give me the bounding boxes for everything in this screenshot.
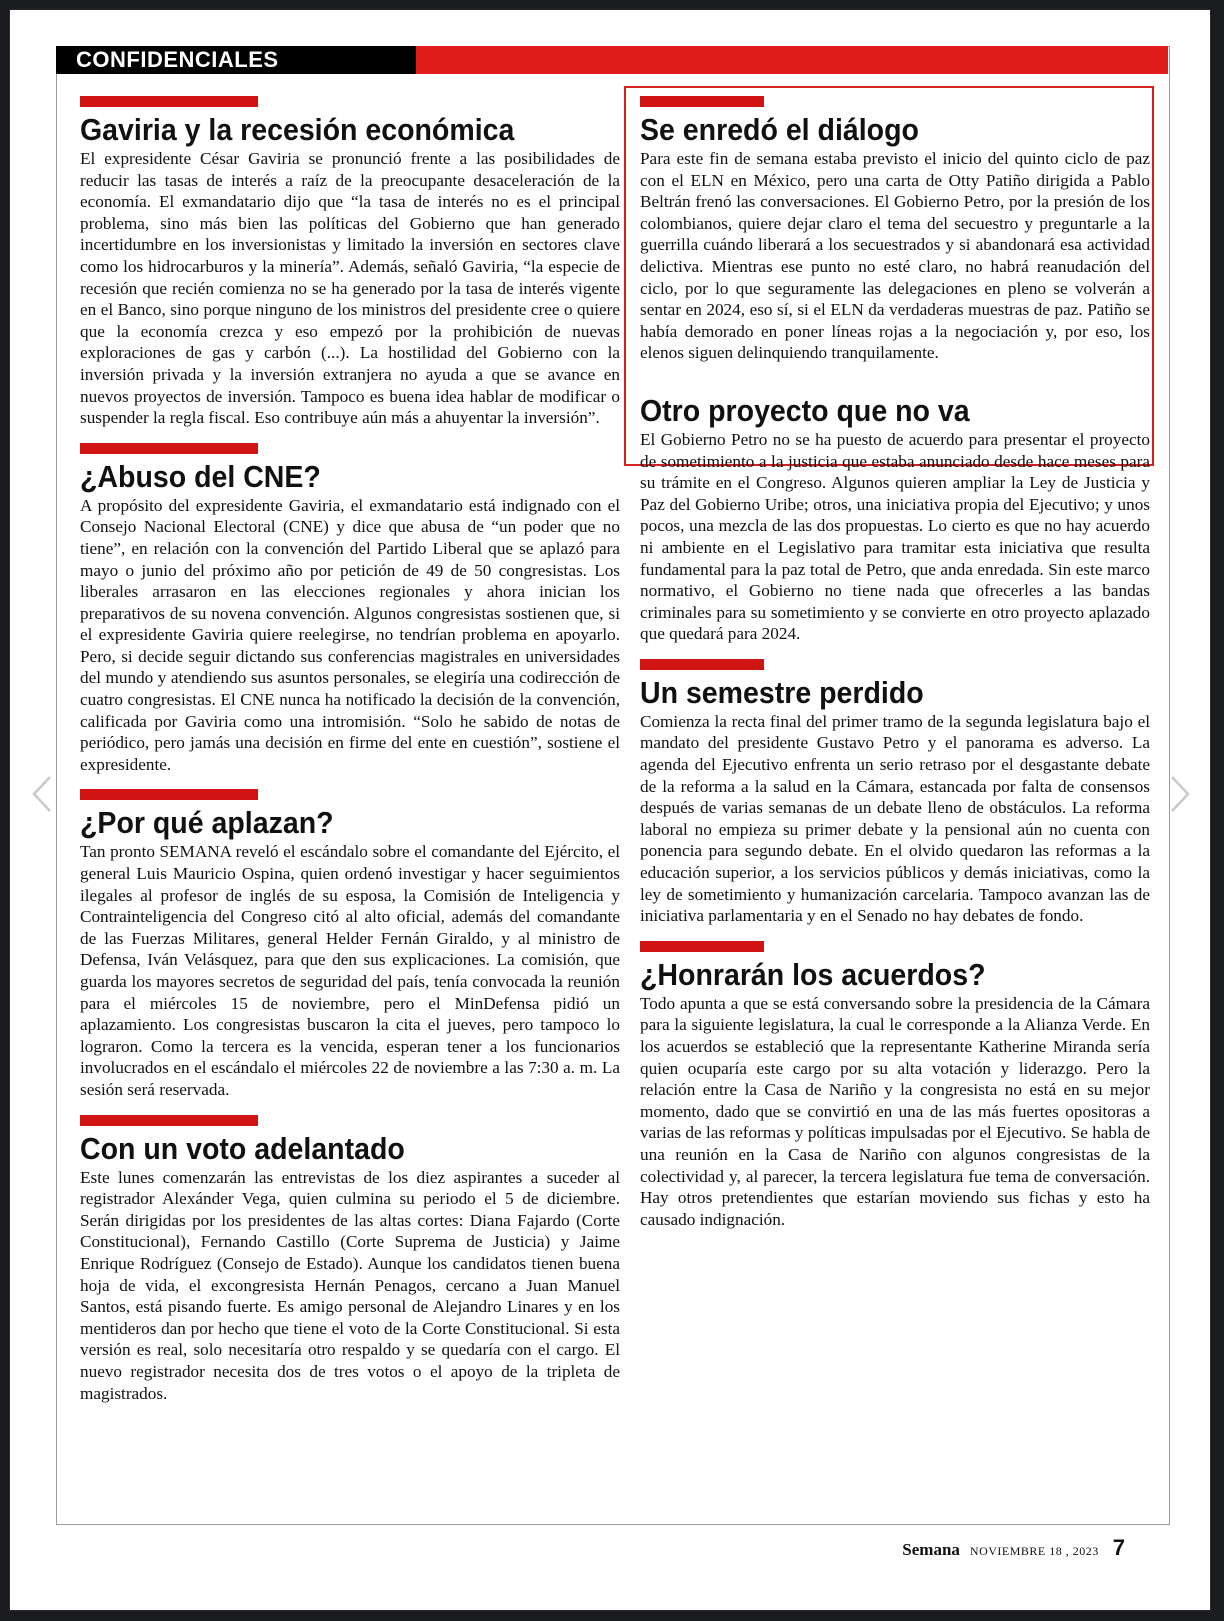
article-body: Este lunes comenzarán las entrevistas de los diez aspirantes a suceder al registrador Alexánder Vega, quien culmina su periodo el 5 de diciembre. Serán dirigidas por los presidentes de las altas cortes: Diana Fajardo (Corte Constitucional), Fernando Castillo (Corte Suprema de Justicia) y Jaime Enrique Rodríguez (Consejo de Estado). Aunque los candidatos tienen buena hoja de vida, el excongresista Hernán Penagos, cercano a Juan Manuel Santos, está pisando fuerte. Es amigo personal de Alejandro Linares y en los mentideros dan por hecho que tiene el voto de la Corte Constitucional. Si esta versión es real, solo necesitaría otro respaldo y se quedaría con el cargo. El nuevo registrador necesita dos de tres votos o el apoyo de la tripleta de magistrados. [80,1167,620,1403]
article-headline: Un semestre perdido [640,674,924,710]
article-body: Comienza la recta final del primer tramo de la segunda legislatura bajo el mandato del presidente Gustavo Petro y el panorama es adverso. La agenda del Ejecutivo enfrenta un serio retraso por el desgastante debate de la reforma a la salud en la Cámara, estancada por falta de consensos después de varias semanas de un debate lleno de obstáculos. La reforma laboral no empieza su primer debate y la pensional aún no cuenta con ponencia para segundo debate. En el olvido quedaron las reformas a la educación superior, a los servicios públicos y demás iniciativas, como la ley de sometimiento y humanización carcelaria. Tampoco avanzan las de iniciativa parlamentaria y en el Senado no hay debates de fondo. [640,711,1150,926]
article-headline: Se enredó el diálogo [640,112,919,147]
article-marker [80,96,258,107]
article-marker [80,789,258,800]
article-marker [80,443,258,454]
article-headline: Gaviria y la recesión económica [80,112,515,147]
article-gaviria [80,96,620,429]
chevron-left-icon[interactable] [30,774,54,814]
article-headline: ¿Abuso del CNE? [80,458,321,494]
article-marker [80,1115,258,1126]
article-body: A propósito del expresidente Gaviria, el exmandatario está indignado con el Consejo Nacional Electoral (CNE) y dice que abusa de “un poder que no tiene”, en relación con la convención del Partido Liberal que se aplazó para mayo o junio del próximo año por petición de 49 de 50 congresistas. Los liberales arrasaron en las elecciones regionales y ahora inician los preparativos de su novena convención. Algunos congresistas sostienen que, si el expresidente Gaviria quiere reelegirse, no tendrían problema en apoyarlo. Pero, si decide seguir dictando sus conferencias magistrales en universidades del mundo y atendiendo sus asuntos personales, se elegiría una codirección de cuatro congresistas. El CNE nunca ha notificado la decisión de la convención, calificada por Gaviria como una intromisión. “Solo he sabido de notas de periódico, pero jamás una decisión en firme del ente en cuestión”, sostiene el expresidente. [80,495,620,774]
article-marker [640,941,764,952]
article-voto [80,1115,620,1405]
article-dialogo [640,96,1150,364]
right-column [640,96,1150,1244]
article-body: Todo apunta a que se está conversando sobre la presidencia de la Cámara para la siguiente legislatura, la cual le corresponde a la Alianza Verde. En los acuerdos se estableció que la representante Katherine Miranda sería quien ocuparía este cargo por su alta votación y liderazgo. Pero la relación entre la Casa de Nariño y la congresista no está en su mejor momento, dado que se convirtió en una de las más fuertes opositoras a varias de las reformas y políticas impulsadas por el Ejecutivo. Se habla de una reunión en la Casa de Nariño con algunos congresistas de la colectividad y, al parecer, la tercera legislatura fue tema de conversación. Hay otros pretendientes que estarían moviendo sus fichas y esto ha causado indignación. [640,993,1150,1229]
article-acuerdos [640,941,1150,1231]
article-marker [640,96,764,107]
article-semestre [640,659,1150,927]
article-marker [640,659,764,670]
article-proyecto [640,394,1150,645]
article-headline: Con un voto adelantado [80,1130,405,1166]
article-aplazan [80,789,620,1100]
page-number: 7 [1112,1535,1125,1560]
magazine-page [10,10,1210,1610]
article-body: Tan pronto SEMANA reveló el escándalo sobre el comandante del Ejército, el general Luis Mauricio Ospina, quien ordenó investigar y hacer seguimientos ilegales al profesor de inglés de su esposa, la Comisión de Inteligencia y Contrainteligencia del Congreso citó al alto oficial, además del comandante de las Fuerzas Militares, general Helder Fernán Giraldo, y al ministro de Defensa, Iván Velásquez, para que den sus explicaciones. La comisión, que guarda los mayores secretos de seguridad del país, tenía convocada la reunión para el miércoles 15 de noviembre, pero el MinDefensa pidió un aplazamiento. Los congresistas buscaron la cita el jueves, pero tampoco lo lograron. Como la tercera es la vencida, esperan tener a los funcionarios involucrados en el escándalo el miércoles 22 de noviembre a las 7:30 a. m. La sesión será reservada. [80,842,620,1099]
article-body: Para este fin de semana estaba previsto el inicio del quinto ciclo de paz con el ELN en México, pero una carta de Otty Patiño dirigida a Pablo Beltrán frenó las conversaciones. El Gobierno Petro, por la presión de los colombianos, quiere dejar claro el tema del secuestro y preguntarle a la guerrilla cuándo liberará a los secuestrados y si abandonará esa actividad delictiva. Mientras ese punto no esté claro, no habrá reanudación del ciclo, por lo que seguramente las delegaciones en pleno se volverán a sentar en 2024, eso sí, si el ELN da verdaderas muestras de paz. Patiño se había demorado en poner líneas rojas a la negociación y, por eso, los elenos siguen delinquiendo tranquilamente. [640,149,1150,363]
article-body: El expresidente César Gaviria se pronunció frente a las posibilidades de reducir las tasas de interés a raíz de la preocupante desaceleración de la economía. El exmandatario dijo que “la tasa de interés no es el principal problema, sino más bien las políticas del Gobierno que han generado incertidumbre en los inversionistas y limitado la inversión en sectores clave como los hidrocarburos y la minería”. Además, señaló Gaviria, “la especie de recesión que recién comienza no se ha generado por la tasa de interés vigente en el Banco, sino porque ninguno de los ministros del presidente cree o quiere que la economía crezca y eso empezó por la prohibición de nuevas exploraciones de gas y carbón (...). La hostilidad del Gobierno con la inversión privada y la inversión extranjera no ayuda a que se avance en nuevos proyectos de inversión. Tampoco es buena idea hablar de modificar o suspender la regla fiscal. Eso contribuye aún más a ahuyentar la inversión”. [80,149,620,428]
article-headline: ¿Honrarán los acuerdos? [640,956,986,992]
article-headline: Otro proyecto que no va [640,392,970,428]
page-footer [902,1535,1125,1561]
article-cne [80,443,620,776]
issue-date: NOVIEMBRE 18 , 2023 [969,1544,1099,1558]
left-column [80,96,620,1418]
chevron-right-icon[interactable] [1168,774,1192,814]
article-headline: ¿Por qué aplazan? [80,805,334,841]
article-body: El Gobierno Petro no se ha puesto de acuerdo para presentar el proyecto de sometimiento a la justicia que estaba anunciado desde hace meses para su trámite en el Congreso. Algunos quieren ampliar la Ley de Justicia y Paz del Gobierno Uribe; otros, una iniciativa propia del Ejecutivo; y unos pocos, una mezcla de las dos propuestas. Lo cierto es que no hay acuerdo ni ambiente en el Legislativo para tramitar esta iniciativa que resulta fundamental para la paz total de Petro, que anda enredada. Sin este marco normativo, el Gobierno no tiene nada que ofrecerles a las bandas criminales para su sometimiento y se convierte en otro proyecto aplazado que quedará para 2024. [640,429,1150,644]
magazine-name: Semana [902,1540,960,1559]
section-title: CONFIDENCIALES [56,46,416,74]
